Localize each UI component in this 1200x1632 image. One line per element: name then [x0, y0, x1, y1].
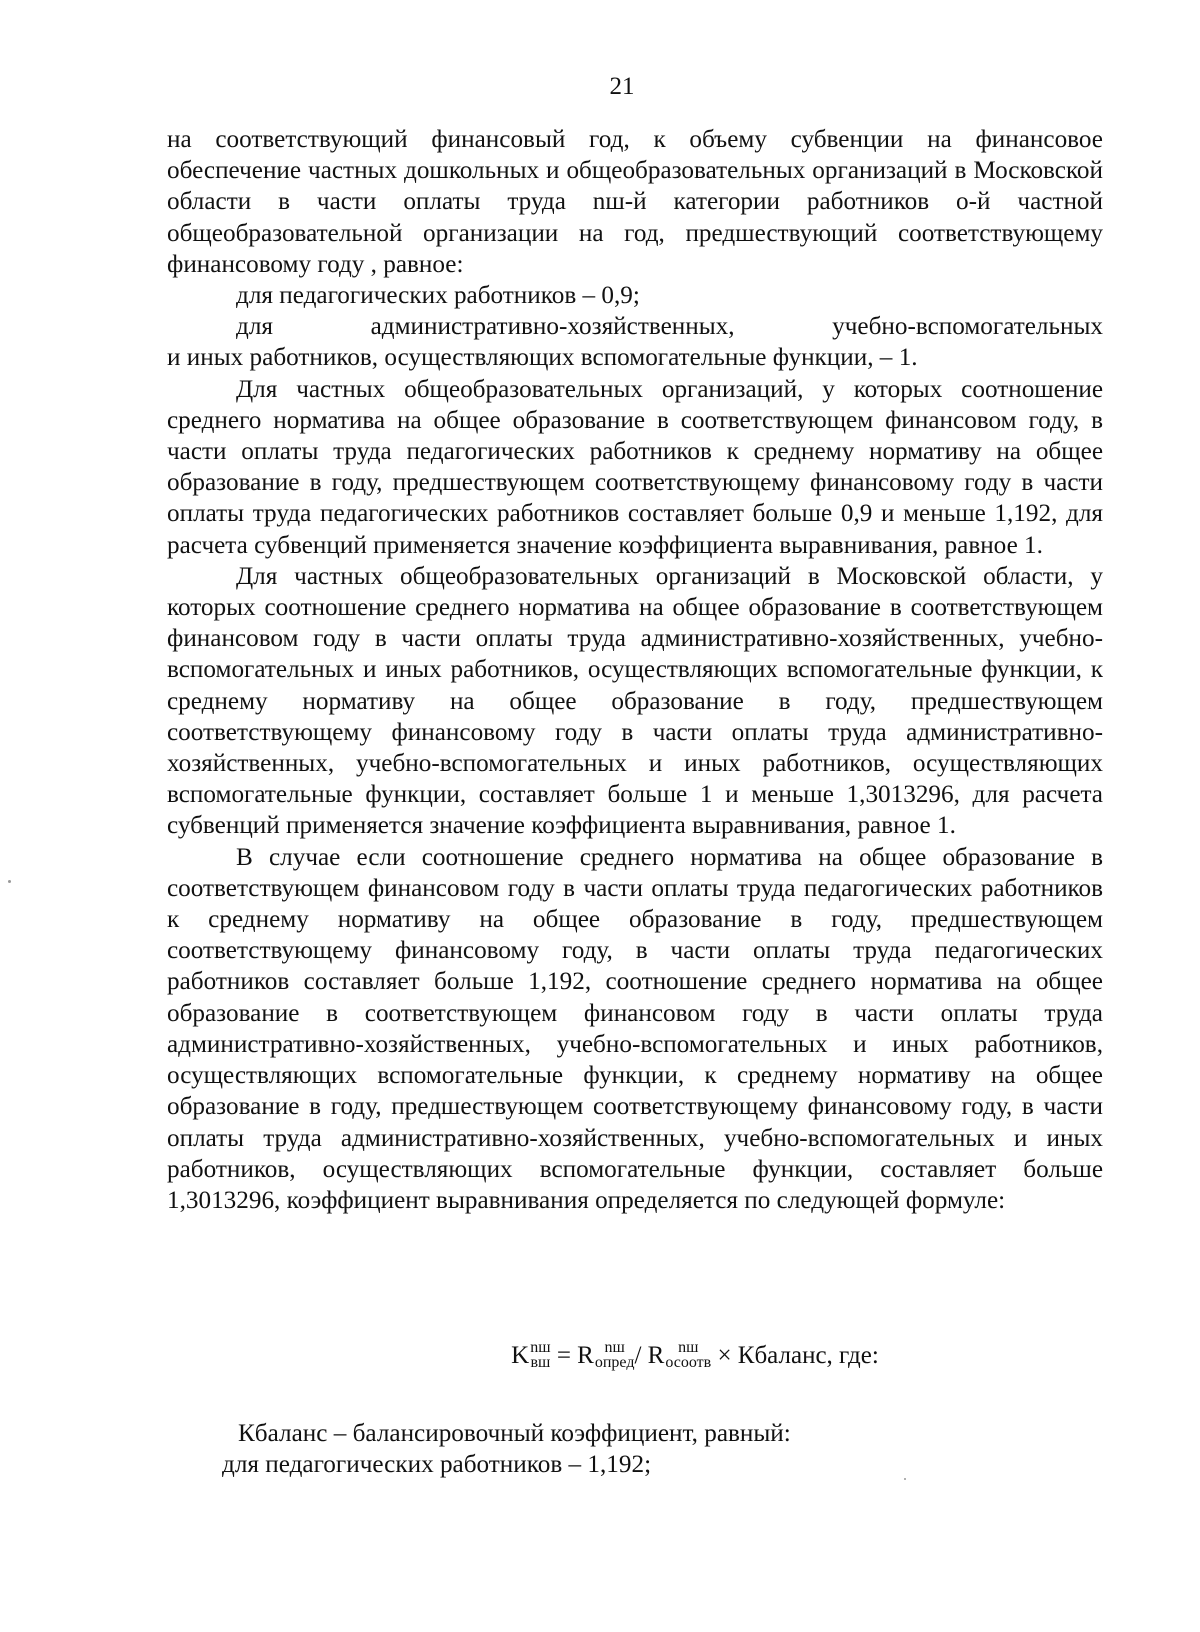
formula-k-indices — [530, 1340, 550, 1370]
formula-r2-indices — [665, 1340, 711, 1370]
scan-speck — [904, 1478, 906, 1480]
formula-equals: = — [550, 1342, 578, 1369]
formula-r1-sup: nш — [604, 1339, 625, 1357]
formula-r1-indices — [595, 1340, 635, 1370]
formula-r1-symbol: R — [577, 1342, 594, 1369]
formula-r1-sub: опред — [594, 1354, 635, 1372]
paragraph-formula-condition: В случае если соотношение среднего норматива на общее образование в соответствующем финансовом году в части оплаты труда педагогических работников к среднему нормативу на общее образование в году, предшествующем соответствующему финансовому году, в части оплаты труда педагогических работников составляет больше 1,192, соотношение среднего норматива на общее образование в соответствующем финансовом году в части оплаты труда административно-хозяйственных, учебно-вспомогательных и иных работников, осуществляющих вспомогательные функции, к среднему нормативу на общее образование в году, предшествующем соответствующему финансовому году, в части оплаты труда административно-хозяйственных, учебно-вспомогательных и иных работников, осуществляющих вспомогательные функции, составляет больше 1,3013296, коэффициент выравнивания определяется по следующей формуле: — [167, 843, 1103, 1214]
formula-k-symbol: K — [511, 1342, 530, 1369]
paragraph-admin-first-line: для административно-хозяйственных, учебно-вспомогательных — [236, 313, 1103, 341]
balance-coefficient-block — [222, 1418, 1098, 1480]
paragraph-pedagogical-value: для педагогических работников – 0,9; — [236, 282, 640, 310]
formula-r2-sub: осоотв — [665, 1354, 712, 1372]
formula-slash: / — [634, 1342, 648, 1369]
formula-r2-symbol: R — [647, 1342, 665, 1369]
paragraph-admin-ratio: Для частных общеобразовательных организаций в Московской области, у которых соотношение среднего норматива на общее образование в соответствующем финансовом году в части оплаты труда административно-хозяйственных, учебно-вспомогательных и иных работников, осуществляющих вспомогательные функции, к среднему нормативу на общее образование в году, предшествующем соответствующему финансовому году в части оплаты труда административно-хозяйственных, учебно-вспомогательных и иных работников, осуществляющих вспомогательные функции, составляет больше 1 и меньше 1,3013296, для расчета субвенций применяется значение коэффициента выравнивания, равное 1. — [167, 562, 1103, 840]
balance-coefficient-definition: Кбаланс – балансировочный коэффициент, равный: — [238, 1420, 791, 1447]
formula-r2-sup: nш — [678, 1339, 699, 1357]
balance-coefficient-pedagogical: для педагогических работников – 1,192; — [222, 1451, 652, 1479]
paragraph-continuation: на соответствующий финансовый год, к объему субвенции на финансовое обеспечение частных дошкольных и общеобразовательных организаций в Московской области в части оплаты труда nш-й категории работников о-й частной общеобразовательной организации на год, предшествующий соответствующему финансовому году , равное: — [167, 126, 1103, 278]
scan-speck — [8, 880, 11, 883]
page-number: 21 — [609, 73, 635, 100]
formula-tail: × Кбаланс, где: — [711, 1342, 879, 1369]
paragraph-admin-rest: и иных работников, осуществляющих вспомогательные функции, – 1. — [167, 344, 918, 372]
formula-k-sub: вш — [530, 1354, 551, 1372]
paragraph-pedagogical-ratio: Для частных общеобразовательных организаций, у которых соотношение среднего норматива на общее образование в соответствующем финансовом году, в части оплаты труда педагогических работников к среднему нормативу на общее образование в году, предшествующем соответствующему финансовому году в части оплаты труда педагогических работников составляет больше 0,9 и меньше 1,192, для расчета субвенций применяется значение коэффициента выравнивания, равное 1. — [167, 375, 1103, 559]
formula-k-sup: nш — [530, 1339, 551, 1357]
equalization-formula — [0, 1338, 1200, 1374]
body-text — [167, 124, 1103, 1216]
